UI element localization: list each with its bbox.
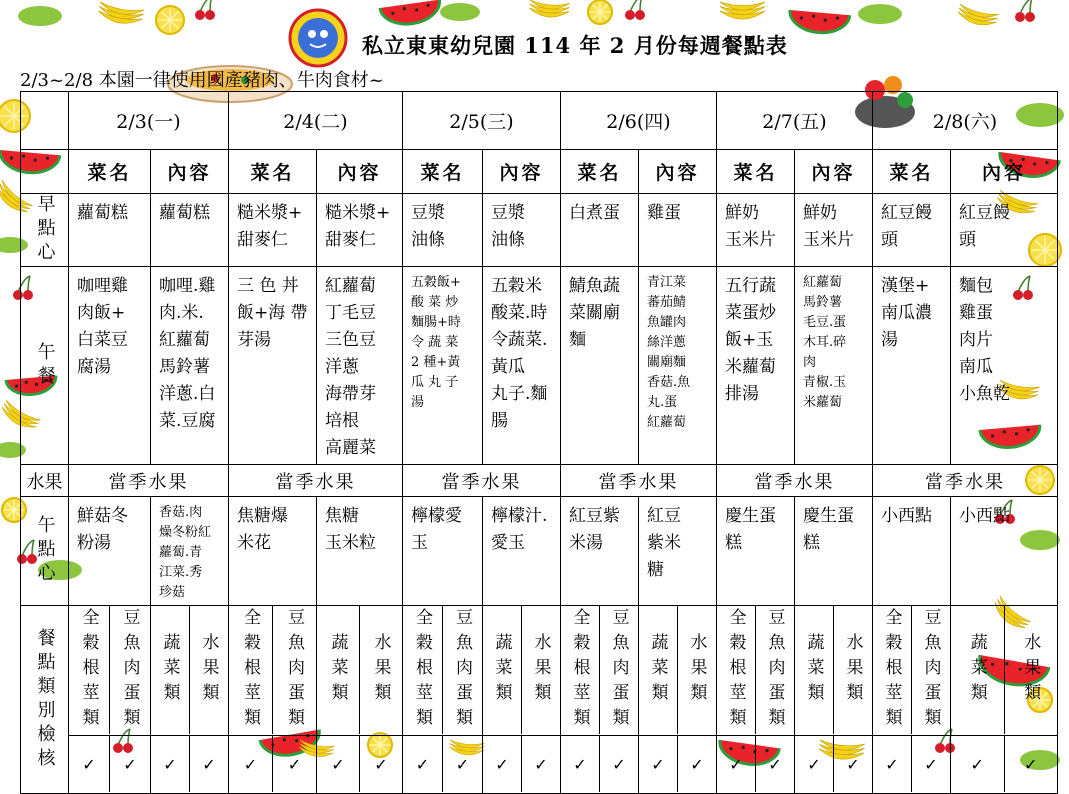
check-pair-cell bbox=[229, 736, 317, 794]
check-mark: ✓ bbox=[690, 754, 704, 774]
notice-text: 2/3~2/8 本園一律使用國產豬肉、牛肉食材~ bbox=[20, 70, 384, 91]
check-mark: ✓ bbox=[534, 754, 548, 774]
banana-icon bbox=[97, 2, 144, 27]
page-title: 私立東東幼兒園 114 年 2 月份每週餐點表 bbox=[362, 33, 788, 58]
breakfast-dish: 豆漿 油條 bbox=[403, 194, 483, 267]
category-pair-cell bbox=[317, 606, 403, 736]
banana-icon bbox=[529, 0, 570, 19]
lunch-dish: 五行蔬 菜蛋炒 飯+玉 米蘿蔔 排湯 bbox=[717, 267, 795, 465]
category-pair-cell bbox=[229, 606, 317, 736]
column-header-content: 內容 bbox=[483, 150, 561, 194]
category-pair-cell bbox=[639, 606, 717, 736]
afternoon-dish: 檸檬愛 玉 bbox=[403, 497, 483, 606]
column-header-content: 內容 bbox=[151, 150, 229, 194]
check-mark: ✓ bbox=[951, 736, 1005, 792]
check-mark: ✓ bbox=[123, 754, 137, 774]
cherry-icon bbox=[625, 0, 645, 20]
breakfast-dish: 白煮蛋 bbox=[561, 194, 639, 267]
lime-icon bbox=[858, 4, 902, 24]
afternoon-dish: 小西點 bbox=[873, 497, 951, 606]
category-pair-cell bbox=[717, 606, 795, 736]
column-header-dish: 菜名 bbox=[229, 150, 317, 194]
lunch-dish: 三 色 丼 飯+海 帶 芽湯 bbox=[229, 267, 317, 465]
check-mark: ✓ bbox=[795, 736, 834, 792]
check-mark: ✓ bbox=[374, 754, 388, 774]
breakfast-dish: 糙米漿+ 甜麥仁 bbox=[229, 194, 317, 267]
lemon-slice-icon bbox=[156, 6, 184, 34]
check-pair-cell bbox=[951, 736, 1058, 794]
fruit-cell: 當季水果 bbox=[403, 465, 561, 497]
day-header: 2/3(一) bbox=[69, 92, 229, 150]
check-mark: ✓ bbox=[229, 736, 273, 792]
category-label: 全穀根莖類 bbox=[717, 606, 756, 734]
breakfast-dish: 紅豆饅 頭 bbox=[873, 194, 951, 267]
category-label: 蔬菜類 bbox=[795, 606, 834, 734]
category-pair-cell bbox=[561, 606, 639, 736]
category-pair-cell bbox=[69, 606, 151, 736]
category-label: 豆魚肉蛋類 bbox=[119, 607, 140, 733]
check-mark: ✓ bbox=[287, 754, 302, 774]
column-header-dish: 菜名 bbox=[717, 150, 795, 194]
row-label-afternoon: 午點心 bbox=[21, 497, 69, 606]
day-header: 2/4(二) bbox=[229, 92, 403, 150]
check-pair-cell bbox=[873, 736, 951, 794]
check-pair-cell bbox=[317, 736, 403, 794]
row-label-lunch: 午餐 bbox=[21, 267, 69, 465]
check-pair-cell bbox=[151, 736, 229, 794]
check-mark: ✓ bbox=[1024, 754, 1038, 774]
category-label: 全穀根莖類 bbox=[403, 606, 443, 734]
check-mark: ✓ bbox=[561, 736, 600, 792]
check-mark: ✓ bbox=[768, 754, 782, 774]
column-header-content: 內容 bbox=[795, 150, 873, 194]
row-label-fruit: 水果 bbox=[21, 465, 69, 497]
category-label: 豆魚肉蛋類 bbox=[608, 607, 629, 733]
check-mark: ✓ bbox=[873, 736, 912, 792]
category-pair-cell bbox=[795, 606, 873, 736]
category-label: 水果類 bbox=[686, 632, 707, 708]
lunch-dish: 五穀飯+ 酸 菜 炒 麵腸+時 令 蔬 菜 2 種+黃 瓜 丸 子 湯 bbox=[403, 267, 483, 465]
breakfast-content: 鮮奶 玉米片 bbox=[795, 194, 873, 267]
category-pair-cell bbox=[483, 606, 561, 736]
check-mark: ✓ bbox=[317, 736, 360, 792]
afternoon-content: 小西點 bbox=[951, 497, 1058, 606]
check-mark: ✓ bbox=[717, 736, 756, 792]
category-label: 水果類 bbox=[198, 632, 219, 708]
category-label: 蔬菜類 bbox=[639, 606, 678, 734]
category-label: 蔬菜類 bbox=[151, 606, 190, 734]
afternoon-dish: 紅豆紫 米湯 bbox=[561, 497, 639, 606]
fruit-cell: 當季水果 bbox=[873, 465, 1058, 497]
weekly-menu-table bbox=[20, 91, 1058, 794]
lunch-dish: 咖哩雞 肉飯+ 白菜豆 腐湯 bbox=[69, 267, 151, 465]
watermelon-icon bbox=[788, 10, 850, 35]
fruit-cell: 當季水果 bbox=[561, 465, 717, 497]
lunch-content: 紅蘿蔔 馬鈴薯 毛豆.蛋 木耳.碎 肉 青椒.玉 米蘿蔔 bbox=[795, 267, 873, 465]
check-mark: ✓ bbox=[612, 754, 626, 774]
afternoon-dish: 鮮菇冬 粉湯 bbox=[69, 497, 151, 606]
check-pair-cell bbox=[795, 736, 873, 794]
lunch-content: 紅蘿蔔 丁毛豆 三色豆 洋蔥 海帶芽 培根 高麗菜 bbox=[317, 267, 403, 465]
column-header-content: 內容 bbox=[951, 150, 1058, 194]
category-label: 全穀根莖類 bbox=[873, 606, 912, 734]
category-label: 全穀根莖類 bbox=[69, 606, 110, 734]
check-mark: ✓ bbox=[151, 736, 190, 792]
lemon-slice-icon bbox=[588, 0, 612, 24]
category-pair-cell bbox=[151, 606, 229, 736]
column-header-dish: 菜名 bbox=[561, 150, 639, 194]
corner-cell-2 bbox=[21, 150, 69, 194]
afternoon-dish: 慶生蛋 糕 bbox=[717, 497, 795, 606]
fruit-cell: 當季水果 bbox=[69, 465, 229, 497]
cherry-icon bbox=[195, 0, 215, 20]
breakfast-dish: 鮮奶 玉米片 bbox=[717, 194, 795, 267]
category-label: 水果類 bbox=[1020, 632, 1041, 708]
category-label: 豆魚肉蛋類 bbox=[920, 607, 941, 733]
day-header: 2/7(五) bbox=[717, 92, 873, 150]
check-mark: ✓ bbox=[639, 736, 678, 792]
breakfast-content: 豆漿 油條 bbox=[483, 194, 561, 267]
day-header: 2/8(六) bbox=[873, 92, 1058, 150]
day-header: 2/6(四) bbox=[561, 92, 717, 150]
breakfast-content: 紅豆饅 頭 bbox=[951, 194, 1058, 267]
lunch-content: 五穀米 酸菜.時 令蔬菜. 黃瓜 丸子.麵 腸 bbox=[483, 267, 561, 465]
lunch-dish: 鯖魚蔬 菜關廟 麵 bbox=[561, 267, 639, 465]
column-header-dish: 菜名 bbox=[69, 150, 151, 194]
breakfast-dish: 蘿蔔糕 bbox=[69, 194, 151, 267]
check-mark: ✓ bbox=[69, 736, 110, 792]
check-mark: ✓ bbox=[202, 754, 216, 774]
category-label: 豆魚肉蛋類 bbox=[284, 607, 304, 733]
category-label: 蔬菜類 bbox=[483, 606, 522, 734]
check-pair-cell bbox=[561, 736, 639, 794]
afternoon-dish: 焦糖爆 米花 bbox=[229, 497, 317, 606]
lunch-dish: 漢堡+ 南瓜濃 湯 bbox=[873, 267, 951, 465]
category-pair-cell bbox=[951, 606, 1058, 736]
lunch-content: 咖哩.雞 肉.米. 紅蘿蔔 馬鈴薯 洋蔥.白 菜.豆腐 bbox=[151, 267, 229, 465]
category-label: 蔬菜類 bbox=[317, 606, 360, 734]
afternoon-content: 紅豆 紫米 糖 bbox=[639, 497, 717, 606]
banana-icon bbox=[720, 2, 765, 19]
fruit-cell: 當季水果 bbox=[229, 465, 403, 497]
breakfast-content: 糙米漿+ 甜麥仁 bbox=[317, 194, 403, 267]
category-label: 蔬菜類 bbox=[951, 606, 1005, 734]
day-header: 2/5(三) bbox=[403, 92, 561, 150]
column-header-dish: 菜名 bbox=[873, 150, 951, 194]
category-pair-cell bbox=[403, 606, 483, 736]
category-label: 水果類 bbox=[370, 632, 391, 708]
column-header-dish: 菜名 bbox=[403, 150, 483, 194]
check-mark: ✓ bbox=[403, 736, 443, 792]
category-label: 豆魚肉蛋類 bbox=[452, 607, 472, 733]
lime-icon bbox=[18, 6, 62, 26]
banana-icon bbox=[956, 4, 999, 29]
check-pair-cell bbox=[639, 736, 717, 794]
check-mark: ✓ bbox=[924, 754, 938, 774]
category-pair-cell bbox=[873, 606, 951, 736]
column-header-content: 內容 bbox=[639, 150, 717, 194]
check-pair-cell bbox=[69, 736, 151, 794]
category-label: 水果類 bbox=[530, 632, 551, 708]
category-label: 豆魚肉蛋類 bbox=[764, 607, 785, 733]
check-pair-cell bbox=[403, 736, 483, 794]
category-label: 水果類 bbox=[842, 632, 863, 708]
row-label-breakfast: 早點心 bbox=[21, 194, 69, 267]
cherry-icon bbox=[1015, 0, 1035, 22]
check-pair-cell bbox=[717, 736, 795, 794]
check-mark: ✓ bbox=[455, 754, 470, 774]
watermelon-icon bbox=[380, 0, 442, 28]
afternoon-content: 檸檬汁. 愛玉 bbox=[483, 497, 561, 606]
afternoon-content: 慶生蛋 糕 bbox=[795, 497, 873, 606]
category-label: 全穀根莖類 bbox=[561, 606, 600, 734]
corner-cell bbox=[21, 92, 69, 150]
afternoon-content: 焦糖 玉米粒 bbox=[317, 497, 403, 606]
check-pair-cell bbox=[483, 736, 561, 794]
lime-icon bbox=[440, 3, 480, 21]
afternoon-content: 香菇.肉 燥冬粉紅 蘿蔔.青 江菜.秀 珍菇 bbox=[151, 497, 229, 606]
lunch-content: 麵包 雞蛋 肉片 南瓜 小魚乾 bbox=[951, 267, 1058, 465]
check-mark: ✓ bbox=[846, 754, 860, 774]
column-header-content: 內容 bbox=[317, 150, 403, 194]
lunch-content: 青江菜 蕃茄鯖 魚罐肉 絲洋蔥 關廟麵 香菇.魚 丸.蛋 紅蘿蔔 bbox=[639, 267, 717, 465]
category-label: 全穀根莖類 bbox=[229, 606, 273, 734]
breakfast-content: 雞蛋 bbox=[639, 194, 717, 267]
row-label-check: 餐點類別檢核 bbox=[21, 606, 69, 794]
fruit-cell: 當季水果 bbox=[717, 465, 873, 497]
school-logo bbox=[282, 8, 354, 68]
check-mark: ✓ bbox=[483, 736, 522, 792]
breakfast-content: 蘿蔔糕 bbox=[151, 194, 229, 267]
